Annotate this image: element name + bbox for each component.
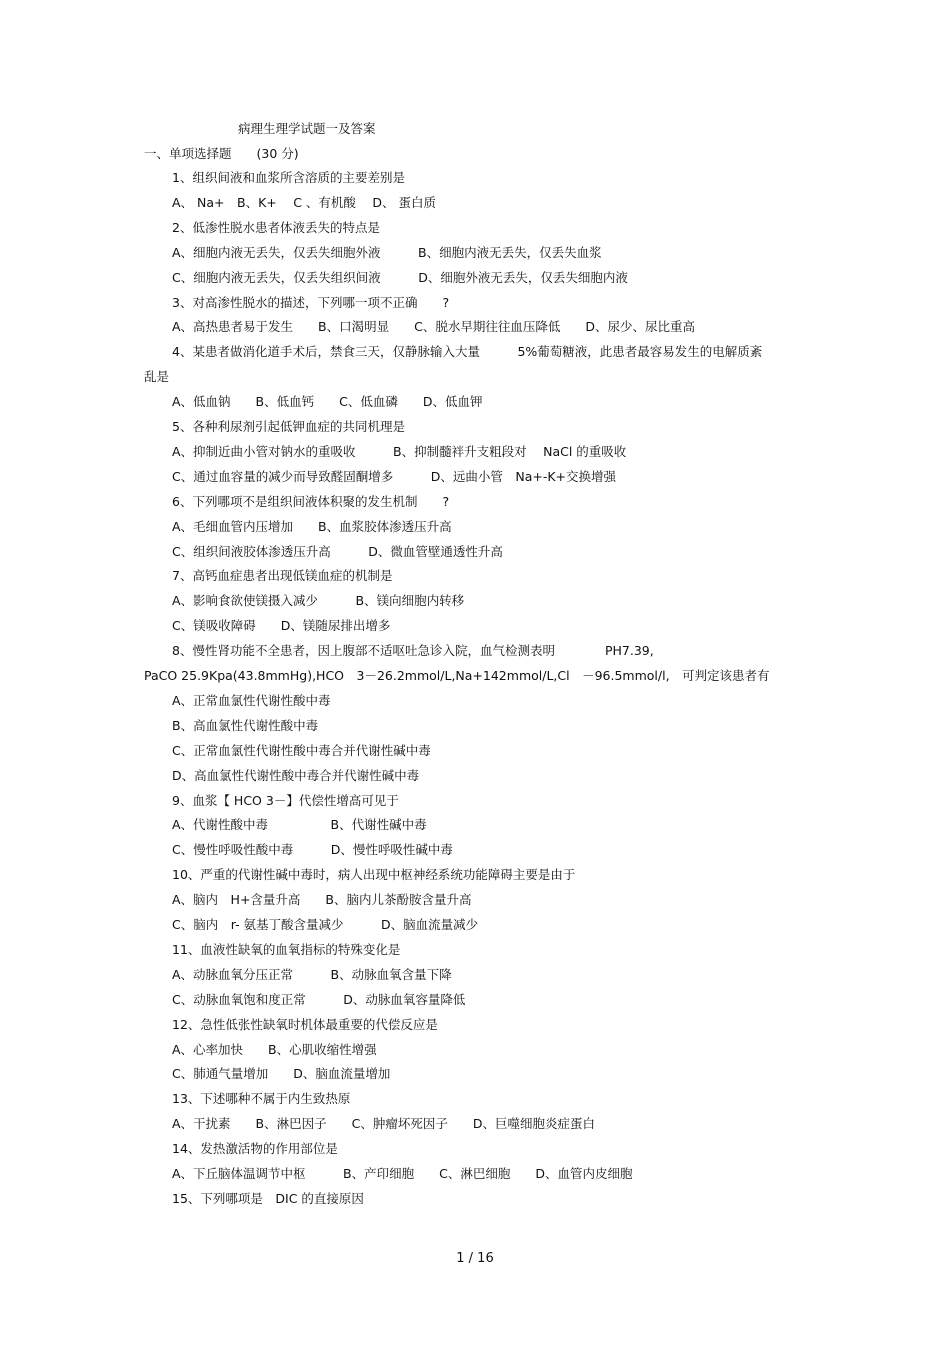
answer-options: C、慢性呼吸性酸中毒 D、慢性呼吸性碱中毒 [172, 842, 453, 857]
question-stem: 5、各种利尿剂引起低钾血症的共同机理是 [172, 419, 405, 434]
section-heading: 一、单项选择题 (30 分) [144, 146, 299, 161]
question-stem: 11、血液性缺氧的血氧指标的特殊变化是 [172, 942, 401, 957]
answer-options: C、镁吸收障碍 D、镁随尿排出增多 [172, 618, 391, 633]
answer-options: C、动脉血氧饱和度正常 D、动脉血氧容量降低 [172, 992, 466, 1007]
answer-options: A、 Na+ B、K+ C 、有机酸 D、 蛋白质 [172, 195, 437, 210]
answer-options: A、动脉血氧分压正常 B、动脉血氧含量下降 [172, 967, 452, 982]
answer-options: C、脑内 r- 氨基丁酸含量减少 D、脑血流量减少 [172, 917, 479, 932]
question-stem: 1、组织间液和血浆所含溶质的主要差别是 [172, 170, 405, 185]
question-stem: 12、急性低张性缺氧时机体最重要的代偿反应是 [172, 1017, 438, 1032]
answer-options: A、细胞内液无丢失，仅丢失细胞外液 B、细胞内液无丢失，仅丢失血浆 [172, 245, 602, 260]
answer-options: B、高血氯性代谢性酸中毒 [172, 718, 319, 733]
question-stem: 13、下述哪种不属于内生致热原 [172, 1091, 351, 1106]
answer-options: A、抑制近曲小管对钠水的重吸收 B、抑制髓袢升支粗段对 NaCl 的重吸收 [172, 444, 627, 459]
page-number: 1 / 16 [456, 1251, 494, 1266]
answer-options: A、正常血氯性代谢性酸中毒 [172, 693, 331, 708]
answer-options: A、心率加快 B、心肌收缩性增强 [172, 1042, 377, 1057]
answer-options: A、高热患者易于发生 B、口渴明显 C、脱水早期往往血压降低 D、尿少、尿比重高 [172, 319, 695, 334]
answer-options: A、低血钠 B、低血钙 C、低血磷 D、低血钾 [172, 394, 483, 409]
question-stem: 2、低渗性脱水患者体液丢失的特点是 [172, 220, 380, 235]
answer-options: 乱是 [144, 369, 170, 384]
document-title: 病理生理学试题一及答案 [238, 121, 376, 136]
question-stem: 15、下列哪项是 DIC 的直接原因 [172, 1191, 364, 1206]
answer-options: A、代谢性酸中毒 B、代谢性碱中毒 [172, 817, 427, 832]
answer-options: PaCO 25.9Kpa(43.8mmHg),HCO 3－26.2mmol/L,Na+142mmol/L,Cl －96.5mmol/l, 可判定该患者有 [144, 668, 770, 683]
answer-options: C、组织间液胶体渗透压升高 D、微血管壁通透性升高 [172, 544, 503, 559]
answer-options: C、肺通气量增加 D、脑血流量增加 [172, 1066, 391, 1081]
answer-options: D、高血氯性代谢性酸中毒合并代谢性碱中毒 [172, 768, 420, 783]
answer-options: A、干扰素 B、淋巴因子 C、肿瘤坏死因子 D、巨噬细胞炎症蛋白 [172, 1116, 595, 1131]
question-stem: 6、下列哪项不是组织间液体积聚的发生机制 ? [172, 494, 450, 509]
answer-options: A、下丘脑体温调节中枢 B、产印细胞 C、淋巴细胞 D、血管内皮细胞 [172, 1166, 633, 1181]
answer-options: A、影响食欲使镁摄入减少 B、镁向细胞内转移 [172, 593, 465, 608]
answer-options: A、脑内 H+含量升高 B、脑内儿茶酚胺含量升高 [172, 892, 472, 907]
question-stem: 4、某患者做消化道手术后，禁食三天，仅静脉输入大量 5%葡萄糖液，此患者最容易发生的电解质紊 [172, 344, 763, 359]
question-stem: 3、对高渗性脱水的描述，下列哪一项不正确 ? [172, 295, 450, 310]
question-stem: 7、高钙血症患者出现低镁血症的机制是 [172, 568, 393, 583]
question-stem: 9、血浆【 HCO 3－】代偿性增高可见于 [172, 793, 399, 808]
question-stem: 8、慢性肾功能不全患者，因上腹部不适呕吐急诊入院，血气检测表明 PH7.39, [172, 643, 654, 658]
question-stem: 14、发热激活物的作用部位是 [172, 1141, 338, 1156]
answer-options: C、通过血容量的减少而导致醛固酮增多 D、远曲小管 Na+-K+交换增强 [172, 469, 617, 484]
question-stem: 10、严重的代谢性碱中毒时，病人出现中枢神经系统功能障碍主要是由于 [172, 867, 576, 882]
answer-options: A、毛细血管内压增加 B、血浆胶体渗透压升高 [172, 519, 452, 534]
answer-options: C、正常血氯性代谢性酸中毒合并代谢性碱中毒 [172, 743, 431, 758]
answer-options: C、细胞内液无丢失，仅丢失组织间液 D、细胞外液无丢失，仅丢失细胞内液 [172, 270, 628, 285]
